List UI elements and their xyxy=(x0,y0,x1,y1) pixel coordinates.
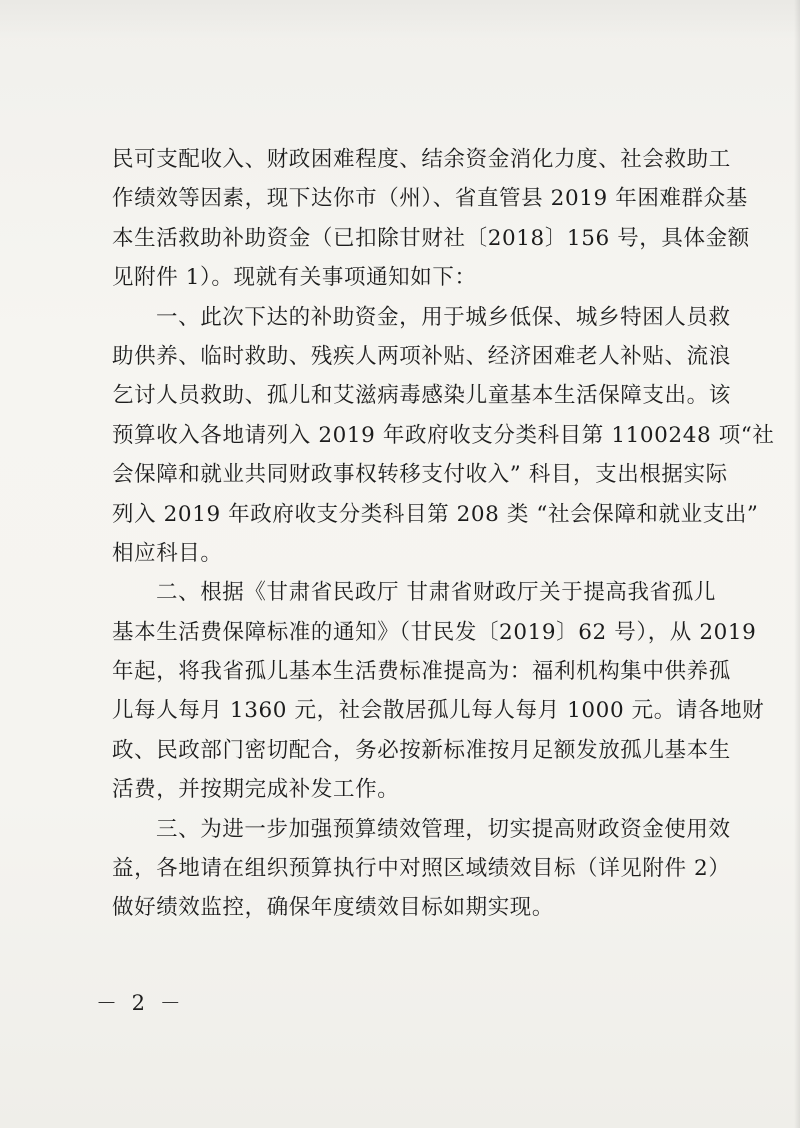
text-line: 相应科目。 xyxy=(112,540,223,566)
text-line: 做好绩效监控，确保年度绩效目标如期实现。 xyxy=(112,895,555,921)
section-three-heading-line: 三、为进一步加强预算绩效管理，切实提高财政资金使用效 xyxy=(156,816,731,842)
text-line: 益，各地请在组织预算执行中对照区域绩效目标（详见附件 2） xyxy=(112,856,731,882)
text-line: 政、民政部门密切配合，务必按新标准按月足额发放孤儿基本生 xyxy=(112,737,731,763)
text-line: 年起，将我省孤儿基本生活费标准提高为：福利机构集中供养孤 xyxy=(112,659,731,685)
text-line: 基本生活费保障标准的通知》（甘民发〔2019〕62 号），从 2019 xyxy=(112,619,757,645)
text-line: 列入 2019 年政府收支分类科目第 208 类 “社会保障和就业支出” xyxy=(112,501,759,527)
text-line: 本生活救助补助资金（已扣除甘财社〔2018〕156 号，具体金额 xyxy=(112,225,750,251)
text-line: 儿每人每月 1360 元，社会散居孤儿每人每月 1000 元。请各地财 xyxy=(112,698,765,724)
document-body xyxy=(112,140,775,928)
text-line: 助供养、临时救助、残疾人两项补贴、经济困难老人补贴、流浪 xyxy=(112,343,731,369)
scan-shadow-right xyxy=(794,0,800,1128)
text-line: 作绩效等因素，现下达你市（州）、省直管县 2019 年困难群众基 xyxy=(112,186,748,212)
text-line: 见附件 1）。现就有关事项通知如下： xyxy=(112,265,477,291)
section-two-heading-line: 二、根据《甘肃省民政厅 甘肃省财政厅关于提高我省孤儿 xyxy=(156,580,716,606)
text-line: 会保障和就业共同财政事权转移支付收入” 科目，支出根据实际 xyxy=(112,462,728,488)
scan-shadow-top xyxy=(0,0,800,40)
section-one-heading-line: 一、此次下达的补助资金，用于城乡低保、城乡特困人员救 xyxy=(156,304,731,330)
text-line: 活费，并按期完成补发工作。 xyxy=(112,777,400,803)
text-line: 预算收入各地请列入 2019 年政府收支分类科目第 1100248 项“社 xyxy=(112,422,775,448)
text-line: 乞讨人员救助、孤儿和艾滋病毒感染儿童基本生活保障支出。该 xyxy=(112,383,731,409)
text-line: 民可支配收入、财政困难程度、结余资金消化力度、社会救助工 xyxy=(112,147,731,172)
page-number: － 2 － xyxy=(96,991,185,1015)
